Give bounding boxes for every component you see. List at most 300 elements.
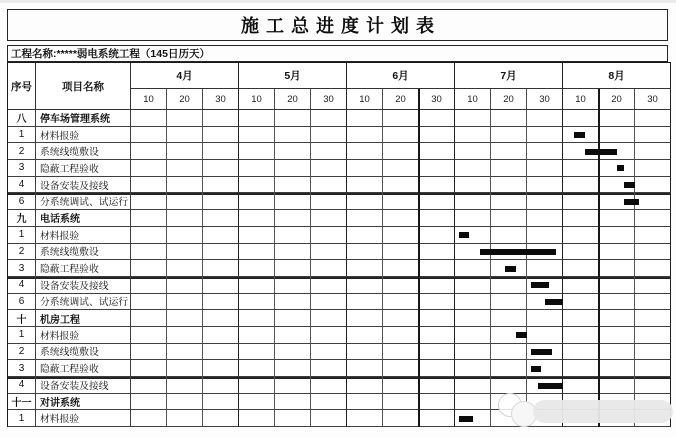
- grid-cell: [383, 360, 419, 377]
- grid-cell: [275, 210, 311, 227]
- task-row: [8, 327, 671, 344]
- project-name-label: 工程名称:*****弱电系统工程（145日历天）: [11, 48, 210, 60]
- grid-cell: [311, 160, 347, 177]
- grid-cell: [527, 143, 563, 160]
- grid-cell: [311, 327, 347, 344]
- item-name-col-header: 项目名称: [36, 63, 131, 110]
- grid-cell: [563, 143, 599, 160]
- grid-cell: [203, 260, 239, 277]
- row-serial: 1: [8, 127, 36, 144]
- grid-cell: [455, 394, 491, 411]
- grid-cell: [491, 193, 527, 210]
- grid-cell: [167, 143, 203, 160]
- grid-cell: [239, 143, 275, 160]
- grid-cell: [167, 344, 203, 361]
- grid-cell: [491, 310, 527, 327]
- grid-cell: [239, 193, 275, 210]
- row-name: 材料报验: [36, 227, 131, 244]
- grid-cell: [563, 260, 599, 277]
- grid-cell: [131, 127, 167, 144]
- grid-cell: [275, 160, 311, 177]
- row-serial: 1: [8, 227, 36, 244]
- grid-cell: [347, 394, 383, 411]
- grid-cell: [131, 160, 167, 177]
- grid-cell: [419, 277, 455, 294]
- row-serial: 八: [8, 110, 36, 127]
- grid-cell: [311, 344, 347, 361]
- grid-cell: [311, 244, 347, 261]
- task-row: [8, 227, 671, 244]
- grid-cell: [275, 260, 311, 277]
- grid-cell: [239, 260, 275, 277]
- grid-cell: [491, 110, 527, 127]
- grid-cell: [383, 177, 419, 194]
- grid-cell: [167, 177, 203, 194]
- grid-cell: [635, 177, 671, 194]
- grid-cell: [203, 143, 239, 160]
- row-name: 材料报验: [36, 327, 131, 344]
- grid-cell: [275, 127, 311, 144]
- tick-cell: 30: [635, 89, 671, 110]
- grid-cell: [455, 310, 491, 327]
- grid-cell: [599, 344, 635, 361]
- grid-cell: [203, 327, 239, 344]
- grid-cell: [527, 277, 563, 294]
- grid-cell: [203, 160, 239, 177]
- grid-cell: [419, 260, 455, 277]
- grid-cell: [527, 310, 563, 327]
- grid-cell: [527, 260, 563, 277]
- grid-cell: [563, 277, 599, 294]
- task-row: [8, 377, 671, 394]
- grid-cell: [599, 110, 635, 127]
- grid-cell: [491, 143, 527, 160]
- grid-cell: [599, 210, 635, 227]
- grid-cell: [167, 244, 203, 261]
- grid-cell: [527, 344, 563, 361]
- grid-cell: [491, 227, 527, 244]
- thick-vertical-line: [598, 89, 600, 427]
- row-name: 设备安装及接线: [36, 277, 131, 294]
- grid-cell: [599, 377, 635, 394]
- grid-cell: [275, 327, 311, 344]
- row-serial: 九: [8, 210, 36, 227]
- grid-cell: [311, 294, 347, 311]
- task-row: [8, 277, 671, 294]
- grid-cell: [563, 193, 599, 210]
- grid-cell: [311, 310, 347, 327]
- row-name: 系统线缆敷设: [36, 143, 131, 160]
- grid-cell: [131, 193, 167, 210]
- row-name: 停车场管理系统: [36, 110, 131, 127]
- grid-cell: [131, 377, 167, 394]
- grid-cell: [455, 410, 491, 427]
- thick-vertical-line: [418, 89, 420, 427]
- grid-cell: [167, 193, 203, 210]
- project-name-bar: [7, 45, 668, 62]
- grid-cell: [563, 227, 599, 244]
- grid-cell: [311, 193, 347, 210]
- grid-cell: [239, 310, 275, 327]
- grid-cell: [131, 260, 167, 277]
- grid-cell: [491, 260, 527, 277]
- grid-cell: [203, 177, 239, 194]
- grid-cell: [563, 344, 599, 361]
- grid-cell: [419, 110, 455, 127]
- grid-cell: [491, 160, 527, 177]
- row-serial: 3: [8, 160, 36, 177]
- grid-cell: [527, 327, 563, 344]
- grid-cell: [635, 344, 671, 361]
- grid-cell: [239, 277, 275, 294]
- grid-cell: [455, 160, 491, 177]
- grid-cell: [599, 227, 635, 244]
- row-name: 材料报验: [36, 127, 131, 144]
- grid-cell: [131, 360, 167, 377]
- grid-cell: [383, 294, 419, 311]
- grid-cell: [311, 143, 347, 160]
- task-row: [8, 143, 671, 160]
- row-serial: 4: [8, 377, 36, 394]
- row-name: 隐蔽工程验收: [36, 360, 131, 377]
- grid-cell: [383, 260, 419, 277]
- grid-cell: [491, 344, 527, 361]
- grid-cell: [383, 160, 419, 177]
- grid-cell: [167, 310, 203, 327]
- grid-cell: [563, 160, 599, 177]
- grid-cell: [491, 177, 527, 194]
- grid-cell: [455, 344, 491, 361]
- grid-cell: [239, 377, 275, 394]
- grid-cell: [527, 127, 563, 144]
- grid-cell: [563, 294, 599, 311]
- grid-cell: [311, 360, 347, 377]
- grid-cell: [563, 327, 599, 344]
- grid-cell: [599, 143, 635, 160]
- grid-cell: [635, 327, 671, 344]
- grid-cell: [203, 110, 239, 127]
- grid-cell: [311, 210, 347, 227]
- grid-cell: [239, 294, 275, 311]
- row-serial: 十一: [8, 394, 36, 411]
- grid-cell: [203, 227, 239, 244]
- grid-cell: [275, 360, 311, 377]
- grid-cell: [419, 310, 455, 327]
- task-row: [8, 294, 671, 311]
- months-header-row: [131, 63, 671, 89]
- grid-cell: [383, 344, 419, 361]
- grid-cell: [203, 310, 239, 327]
- grid-cell: [419, 294, 455, 311]
- row-serial: 2: [8, 143, 36, 160]
- grid-cell: [635, 110, 671, 127]
- grid-cell: [167, 327, 203, 344]
- tick-cell: 30: [419, 89, 455, 110]
- tick-cell: 10: [239, 89, 275, 110]
- grid-cell: [527, 110, 563, 127]
- grid-cell: [347, 377, 383, 394]
- grid-cell: [599, 260, 635, 277]
- task-row: [8, 177, 671, 194]
- grid-cell: [203, 394, 239, 411]
- page-title: 施工总进度计划表: [241, 16, 441, 36]
- gantt-table: [7, 62, 671, 427]
- row-name: 材料报验: [36, 410, 131, 427]
- grid-cell: [131, 210, 167, 227]
- grid-cell: [347, 410, 383, 427]
- tick-cell: 10: [131, 89, 167, 110]
- grid-cell: [311, 260, 347, 277]
- grid-cell: [527, 360, 563, 377]
- grid-cell: [635, 277, 671, 294]
- grid-cell: [455, 377, 491, 394]
- grid-cell: [347, 344, 383, 361]
- grid-cell: [599, 127, 635, 144]
- grid-cell: [311, 277, 347, 294]
- grid-cell: [455, 294, 491, 311]
- row-name: 电话系统: [36, 210, 131, 227]
- grid-cell: [419, 394, 455, 411]
- grid-cell: [563, 210, 599, 227]
- grid-cell: [131, 294, 167, 311]
- grid-cell: [527, 294, 563, 311]
- grid-cell: [131, 177, 167, 194]
- tick-cell: 10: [455, 89, 491, 110]
- serial-col-header: 序号: [8, 63, 36, 110]
- grid-cell: [203, 277, 239, 294]
- grid-cell: [131, 394, 167, 411]
- grid-cell: [563, 110, 599, 127]
- row-serial: 4: [8, 277, 36, 294]
- row-serial: 3: [8, 360, 36, 377]
- grid-cell: [311, 394, 347, 411]
- grid-cell: [311, 127, 347, 144]
- grid-cell: [167, 260, 203, 277]
- grid-cell: [347, 127, 383, 144]
- grid-cell: [131, 227, 167, 244]
- grid-cell: [203, 410, 239, 427]
- grid-cell: [383, 210, 419, 227]
- grid-cell: [419, 377, 455, 394]
- grid-cell: [239, 394, 275, 411]
- row-serial: 4: [8, 177, 36, 194]
- grid-cell: [167, 377, 203, 394]
- grid-cell: [599, 160, 635, 177]
- grid-cell: [275, 310, 311, 327]
- grid-cell: [491, 210, 527, 227]
- grid-cell: [635, 360, 671, 377]
- grid-cell: [527, 193, 563, 210]
- grid-cell: [347, 327, 383, 344]
- grid-cell: [347, 244, 383, 261]
- grid-cell: [635, 310, 671, 327]
- grid-cell: [563, 244, 599, 261]
- grid-cell: [203, 193, 239, 210]
- grid-cell: [239, 210, 275, 227]
- grid-cell: [491, 277, 527, 294]
- tick-cell: 10: [563, 89, 599, 110]
- month-header: 8月: [563, 63, 671, 89]
- grid-cell: [347, 277, 383, 294]
- grid-cell: [347, 260, 383, 277]
- row-name: 机房工程: [36, 310, 131, 327]
- task-row: [8, 360, 671, 377]
- grid-cell: [455, 327, 491, 344]
- grid-cell: [491, 127, 527, 144]
- grid-cell: [203, 377, 239, 394]
- grid-cell: [563, 360, 599, 377]
- grid-cell: [383, 110, 419, 127]
- row-name: 隐蔽工程验收: [36, 260, 131, 277]
- grid-cell: [239, 110, 275, 127]
- grid-cell: [419, 160, 455, 177]
- grid-cell: [599, 310, 635, 327]
- grid-cell: [203, 360, 239, 377]
- task-row: [8, 344, 671, 361]
- grid-cell: [419, 410, 455, 427]
- grid-cell: [455, 177, 491, 194]
- grid-cell: [635, 193, 671, 210]
- row-serial: 十: [8, 310, 36, 327]
- grid-cell: [275, 277, 311, 294]
- grid-cell: [419, 244, 455, 261]
- row-name: 系统线缆敷设: [36, 244, 131, 261]
- grid-cell: [347, 193, 383, 210]
- grid-cell: [635, 210, 671, 227]
- grid-cell: [275, 143, 311, 160]
- table-body: [8, 110, 671, 427]
- grid-cell: [275, 244, 311, 261]
- task-row: [8, 127, 671, 144]
- row-serial: 3: [8, 260, 36, 277]
- grid-cell: [275, 177, 311, 194]
- grid-cell: [635, 294, 671, 311]
- grid-cell: [419, 210, 455, 227]
- row-serial: 2: [8, 344, 36, 361]
- grid-cell: [455, 260, 491, 277]
- month-header: 4月: [131, 63, 239, 89]
- row-name: 设备安装及接线: [36, 177, 131, 194]
- grid-cell: [527, 244, 563, 261]
- grid-cell: [239, 327, 275, 344]
- tick-cell: 20: [383, 89, 419, 110]
- grid-cell: [635, 227, 671, 244]
- row-name: 隐蔽工程验收: [36, 160, 131, 177]
- grid-cell: [131, 110, 167, 127]
- grid-cell: [347, 160, 383, 177]
- row-serial: 1: [8, 327, 36, 344]
- grid-cell: [275, 410, 311, 427]
- grid-cell: [311, 410, 347, 427]
- grid-cell: [419, 344, 455, 361]
- grid-cell: [455, 210, 491, 227]
- grid-cell: [275, 110, 311, 127]
- grid-cell: [455, 244, 491, 261]
- row-serial: 2: [8, 244, 36, 261]
- grid-cell: [599, 177, 635, 194]
- row-serial: 6: [8, 193, 36, 210]
- grid-cell: [131, 344, 167, 361]
- grid-cell: [383, 310, 419, 327]
- grid-cell: [455, 127, 491, 144]
- month-header: 6月: [347, 63, 455, 89]
- grid-cell: [419, 127, 455, 144]
- grid-cell: [203, 127, 239, 144]
- grid-cell: [527, 160, 563, 177]
- grid-cell: [599, 244, 635, 261]
- row-name: 分系统调试、试运行: [36, 193, 131, 210]
- grid-cell: [167, 410, 203, 427]
- tick-cell: 20: [491, 89, 527, 110]
- grid-cell: [491, 244, 527, 261]
- section-row: [8, 210, 671, 227]
- grid-cell: [455, 193, 491, 210]
- tick-cell: 30: [203, 89, 239, 110]
- grid-cell: [239, 344, 275, 361]
- grid-cell: [419, 143, 455, 160]
- grid-cell: [167, 294, 203, 311]
- grid-cell: [311, 227, 347, 244]
- grid-cell: [311, 110, 347, 127]
- watermark-blur-pill: [533, 400, 673, 423]
- grid-cell: [383, 193, 419, 210]
- grid-cell: [275, 394, 311, 411]
- grid-cell: [527, 377, 563, 394]
- task-row: [8, 160, 671, 177]
- grid-cell: [311, 377, 347, 394]
- grid-cell: [635, 160, 671, 177]
- scan-edge-strip: [0, 0, 676, 3]
- grid-cell: [599, 277, 635, 294]
- grid-cell: [419, 327, 455, 344]
- grid-cell: [383, 277, 419, 294]
- tick-cell: 20: [599, 89, 635, 110]
- grid-cell: [491, 377, 527, 394]
- grid-cell: [383, 244, 419, 261]
- grid-cell: [275, 344, 311, 361]
- grid-cell: [383, 377, 419, 394]
- grid-cell: [491, 294, 527, 311]
- grid-cell: [563, 377, 599, 394]
- grid-cell: [203, 244, 239, 261]
- grid-cell: [167, 360, 203, 377]
- grid-cell: [635, 377, 671, 394]
- grid-cell: [527, 210, 563, 227]
- grid-cell: [455, 110, 491, 127]
- grid-cell: [599, 360, 635, 377]
- grid-cell: [239, 177, 275, 194]
- grid-cell: [167, 394, 203, 411]
- grid-cell: [167, 277, 203, 294]
- grid-cell: [455, 360, 491, 377]
- row-name: 对讲系统: [36, 394, 131, 411]
- grid-cell: [275, 294, 311, 311]
- grid-cell: [563, 310, 599, 327]
- grid-cell: [167, 210, 203, 227]
- grid-cell: [347, 310, 383, 327]
- title-box: [7, 9, 668, 41]
- grid-cell: [239, 160, 275, 177]
- ticks-header-row: [131, 89, 671, 110]
- grid-cell: [131, 410, 167, 427]
- grid-cell: [167, 110, 203, 127]
- grid-cell: [419, 177, 455, 194]
- tick-cell: 10: [347, 89, 383, 110]
- grid-cell: [311, 177, 347, 194]
- task-row: [8, 193, 671, 210]
- row-serial: 1: [8, 410, 36, 427]
- month-header: 5月: [239, 63, 347, 89]
